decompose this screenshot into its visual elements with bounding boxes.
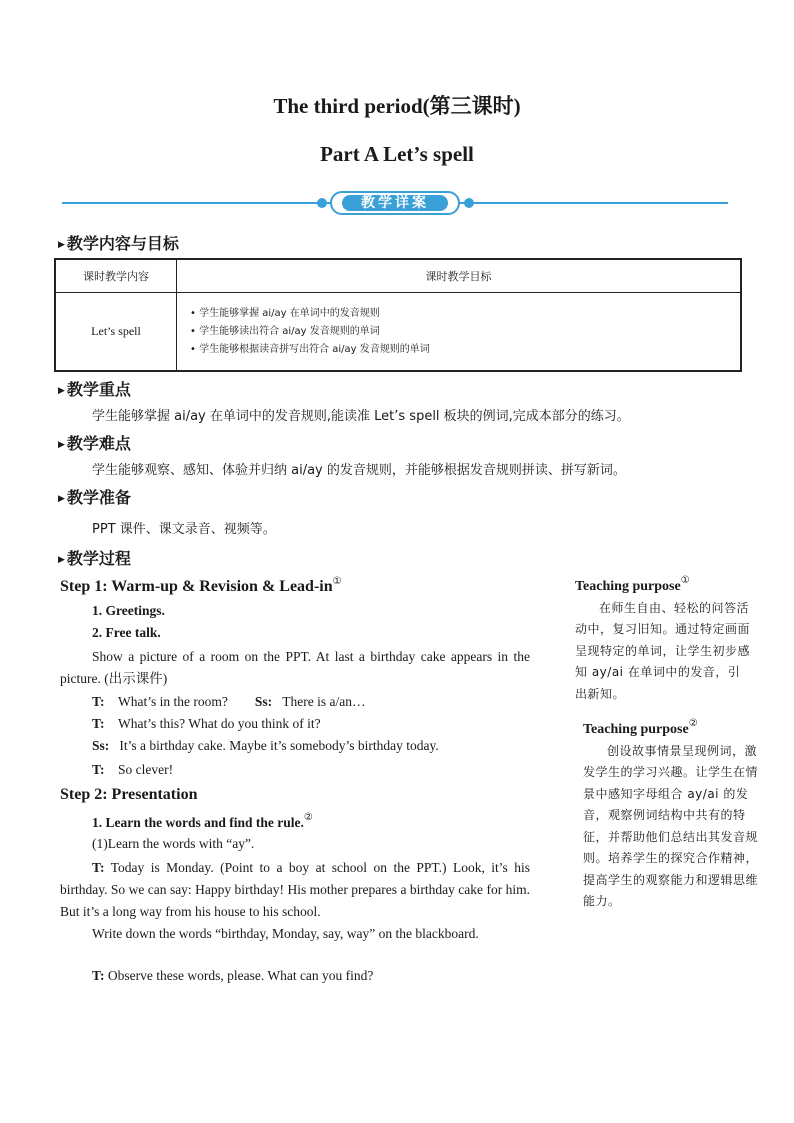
objectives-table [54, 258, 742, 372]
triangle-bullet-icon: ▶ [58, 440, 65, 450]
step2-write: Write down the words “birthday, Monday, say, way” on the blackboard. [92, 926, 479, 941]
step2-item-learn: 1. Learn the words and find the rule.② [92, 812, 313, 830]
triangle-bullet-icon: ▶ [58, 386, 65, 396]
preparation-text: PPT 课件、课文录音、视频等。 [92, 522, 276, 537]
goal-item: • 学生能够读出符合 ai/ay 发音规则的单词 [190, 323, 739, 341]
step2-title: Step 2: Presentation [60, 786, 198, 803]
triangle-bullet-icon: ▶ [58, 240, 65, 250]
banner-dot-right [464, 198, 474, 208]
section-keypoints-heading: ▶ 教学重点 [58, 380, 131, 399]
triangle-bullet-icon: ▶ [58, 555, 65, 565]
sidebar-purpose-2 [583, 713, 758, 913]
sidebar-text: 在师生自由、轻松的问答活动中，复习旧知。通过特定画面呈现特定的单词，让学生初步感知 ay/ai 在单词中的发音，引出新知。 [575, 600, 751, 701]
section-banner [62, 190, 728, 216]
section-objectives-heading: ▶ 教学内容与目标 [58, 234, 179, 253]
step2-teacher-talk: T: Today is Monday. (Point to a boy at school on the PPT.) Look, it’s his birthday. So we can say: Happy birthday! His mother prepares a birthday cake for him. But it’s a long way from his house to his school. [60, 860, 530, 919]
goal-item: • 学生能够掌握 ai/ay 在单词中的发音规则 [190, 305, 739, 323]
sidebar-purpose-1 [575, 570, 751, 705]
step1-title: Step 1: Warm-up & Revision & Lead-in① [60, 576, 342, 595]
page-subtitle: Part A Let’s spell [320, 142, 474, 166]
dialog-line: T: So clever! [92, 762, 174, 777]
footnote-marker: ② [688, 718, 698, 729]
keypoints-text: 学生能够掌握 ai/ay 在单词中的发音规则,能读准 Let’s spell 板块的例词,完成本部分的练习。 [92, 409, 630, 424]
section-process-heading: ▶ 教学过程 [58, 549, 131, 568]
triangle-bullet-icon: ▶ [58, 494, 65, 504]
step1-item-greetings: 1. Greetings. [92, 603, 165, 618]
section-preparation-heading: ▶ 教学准备 [58, 488, 131, 507]
banner-pill [330, 191, 460, 215]
table-header-content: 课时教学内容 [55, 259, 177, 293]
table-header-goals: 课时教学目标 [177, 259, 742, 293]
sidebar-text: 创设故事情景呈现例词，激发学生的学习兴趣。让学生在情景中感知字母组合 ay/ai 的发音，观察例词结构中共有的特征，并帮助他们总结出其发音规则。培养学生的探究合作精神，提高学生的观察能力和逻辑思维能力。 [583, 743, 759, 908]
page-title: The third period(第三课时) [273, 94, 521, 118]
dialog-line: Ss: It’s a birthday cake. Maybe it’s somebody’s birthday today. [92, 738, 439, 753]
banner-dot-left [317, 198, 327, 208]
sidebar-heading: Teaching purpose① [575, 575, 690, 594]
footnote-marker: ② [303, 812, 313, 823]
footnote-marker: ① [680, 575, 690, 586]
difficulties-text: 学生能够观察、感知、体验并归纳 ai/ay 的发音规则，并能够根据发音规则拼读、拼写新词。 [92, 463, 626, 478]
goals-list [178, 305, 739, 359]
dialog-line: T: What’s in the room? Ss: There is a/an… [92, 694, 366, 709]
step1-item-freetalk: 2. Free talk. [92, 625, 161, 640]
step2-sub1: (1)Learn the words with “ay”. [92, 836, 255, 851]
section-difficulties-heading: ▶ 教学难点 [58, 434, 131, 453]
table-cell-goals [177, 293, 742, 372]
table-cell-content: Let’s spell [55, 293, 177, 372]
footnote-marker: ① [332, 576, 342, 587]
sidebar-heading: Teaching purpose② [583, 718, 698, 737]
step2-teacher-question: T: Observe these words, please. What can you find? [92, 968, 374, 983]
goal-item: • 学生能够根据读音拼写出符合 ai/ay 发音规则的单词 [190, 341, 739, 359]
step1-description: Show a picture of a room on the PPT. At last a birthday cake appears in the picture. (出示课件) [60, 649, 530, 686]
dialog-line: T: What’s this? What do you think of it? [92, 716, 321, 731]
banner-label: 教学详案 [342, 195, 448, 211]
